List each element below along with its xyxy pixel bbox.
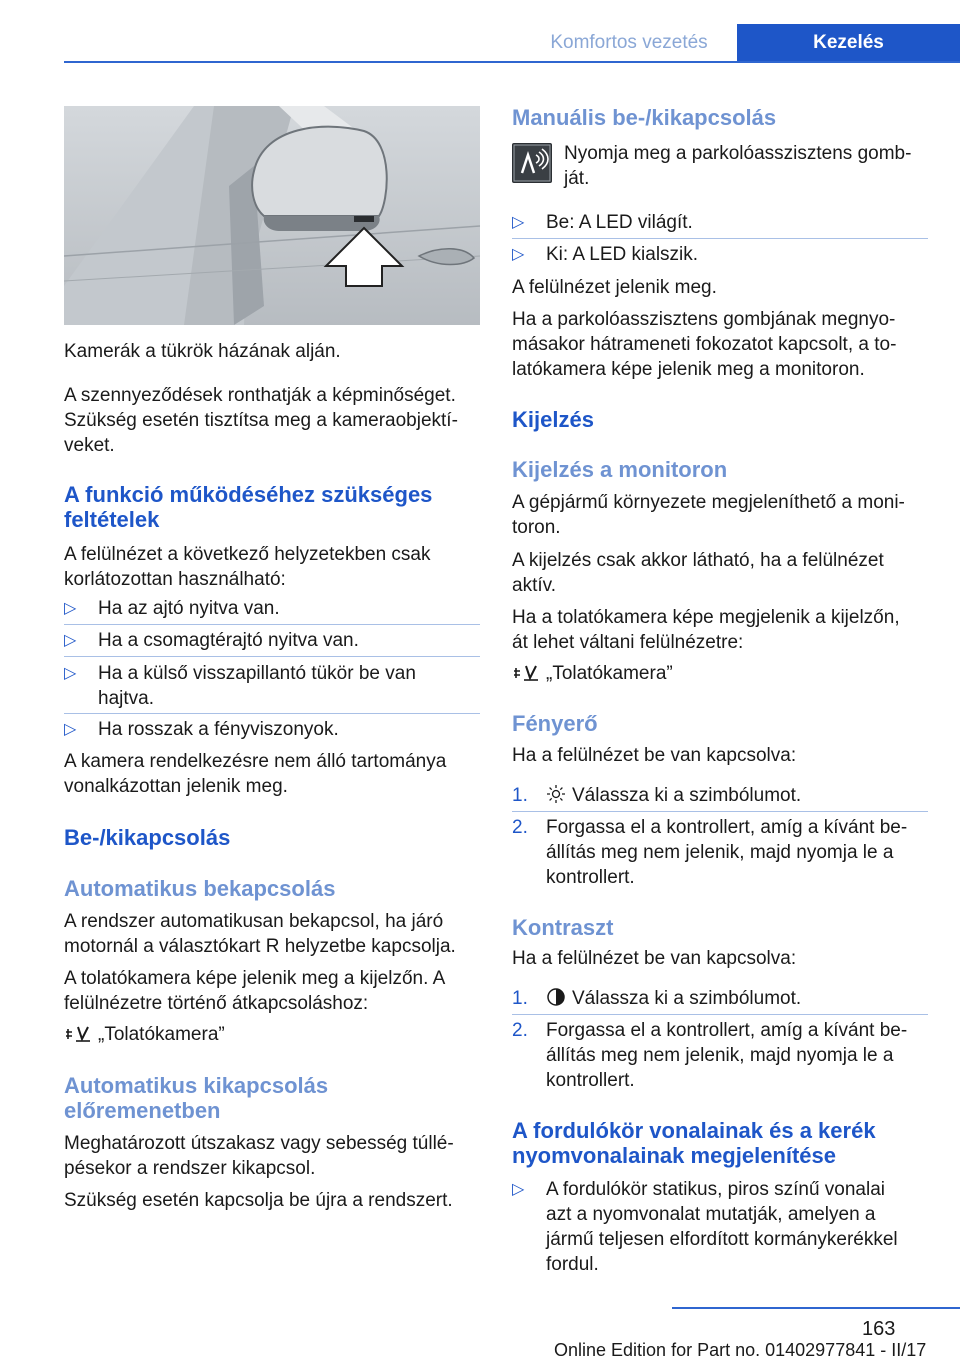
heading-manual: Manuális be-/kikapcsolás <box>512 105 777 130</box>
triangle-bullet-icon: ▷ <box>512 1181 525 1198</box>
menu-item-reverse-camera: „Tolatókamera” <box>512 661 540 686</box>
paragraph-dirt-line1: A szennyeződések ronthatják a képminőséget. <box>64 385 456 406</box>
heading-auto-on: Automatikus bekapcsolás <box>64 876 336 901</box>
paragraph-vis-line2: aktív. <box>512 575 556 596</box>
edition-label: Online Edition for Part no. 01402977841 - II/17 <box>554 1340 927 1360</box>
paragraph-off-line1: Meghatározott útszakasz vagy sebesség túllé- <box>64 1133 454 1154</box>
park-assist-button-icon <box>512 143 552 183</box>
paragraph-cam-line1: A kamera rendelkezésre nem álló tartománya <box>64 751 447 772</box>
paragraph-brightness: Ha a felülnézet be van kapcsolva: <box>512 745 797 766</box>
header-rule <box>64 61 960 63</box>
paragraph-dirt-line3: veket. <box>64 435 115 456</box>
contrast-icon <box>546 987 566 1007</box>
list-item: 2. Forgassa el a kontrollert, amíg a kívánt be- állítás meg nem jelenik, majd nyomja le a kontrollert. <box>512 1020 908 1091</box>
divider <box>64 656 480 657</box>
page-header <box>0 0 960 62</box>
paragraph-off2: Szükség esetén kapcsolja be újra a rendszert. <box>64 1190 453 1211</box>
divider <box>64 713 480 714</box>
triangle-bullet-icon: ▷ <box>512 214 525 231</box>
reverse-camera-icon <box>64 1024 92 1046</box>
triangle-bullet-icon: ▷ <box>64 600 77 617</box>
page-number: 163 <box>862 1318 896 1340</box>
header-chapter-label: Kezelés <box>737 24 960 62</box>
paragraph-mon-line1: A gépjármű környezete megjeleníthető a moni- <box>512 492 905 513</box>
heading-display: Kijelzés <box>512 407 594 432</box>
paragraph-auto-line1: A rendszer automatikusan bekapcsol, ha járó <box>64 911 444 932</box>
divider <box>512 1014 928 1015</box>
list-item: ▷ Ha rosszak a fényviszonyok. <box>64 719 339 740</box>
paragraph-mon-line2: toron. <box>512 517 561 538</box>
list-item: ▷ A fordulókör statikus, piros színű vonalai azt a nyomvonalat mutatják, amelyen a jármű teljesen elfordított kormánykerékkel fordul. <box>512 1179 898 1275</box>
heading-monitor: Kijelzés a monitoron <box>512 457 728 482</box>
paragraph-auto2-line2: felülnézetre történő átkapcsoláshoz: <box>64 993 369 1014</box>
footer-rule <box>672 1307 960 1309</box>
list-item: ▷ Be: A LED világít. <box>512 212 693 233</box>
heading-brightness: Fényerő <box>512 711 598 736</box>
paragraph-top-view: A felülnézet jelenik meg. <box>512 277 717 298</box>
heading-turn-line1: A fordulókör vonalainak és a kerék <box>512 1118 876 1143</box>
paragraph-auto2-line1: A tolatókamera képe jelenik meg a kijelzőn. A <box>64 968 446 989</box>
paragraph-cam-line2: vonalkázottan jelenik meg. <box>64 776 288 797</box>
heading-turn-line2: nyomvonalainak megjelenítése <box>512 1143 837 1168</box>
heading-requirements-line2: feltételek <box>64 507 160 532</box>
header-section-label: Komfortos vezetés <box>525 24 733 62</box>
paragraph-auto-line2: motornál a választókart R helyzetbe kapcsolja. <box>64 936 456 957</box>
paragraph-sw-line1: Ha a tolatókamera képe megjelenik a kijelzőn, <box>512 607 900 628</box>
heading-auto-off-line1: Automatikus kikapcsolás <box>64 1073 329 1098</box>
triangle-bullet-icon: ▷ <box>64 632 77 649</box>
brightness-icon <box>546 784 566 804</box>
paragraph-rev-line2: másakor hátrameneti fokozatot kapcsolt, a to- <box>512 334 897 355</box>
list-item: ▷ Ha a külső visszapillantó tükör be van hajtva. <box>64 663 416 709</box>
triangle-bullet-icon: ▷ <box>64 665 77 682</box>
mirror-camera-figure <box>64 106 480 325</box>
paragraph-manual-line1: Nyomja meg a parkolóasszisztens gomb- <box>564 143 912 164</box>
heading-auto-off-line2: előremenetben <box>64 1098 221 1123</box>
heading-requirements-line1: A funkció működéséhez szükséges <box>64 482 433 507</box>
list-item: 1. Válassza ki a szimbólumot. <box>512 785 802 806</box>
heading-contrast: Kontraszt <box>512 915 614 940</box>
paragraph-req-line2: korlátozottan használható: <box>64 569 286 590</box>
menu-item-reverse-camera: „Tolatókamera” <box>64 1022 92 1047</box>
paragraph-rev-line1: Ha a parkolóasszisztens gombjának megnyo- <box>512 309 896 330</box>
divider <box>512 238 928 239</box>
heading-onoff: Be-/kikapcsolás <box>64 825 231 850</box>
list-item: ▷ Ha az ajtó nyitva van. <box>64 598 280 619</box>
paragraph-off-line2: pésekor a rendszer kikapcsol. <box>64 1158 316 1179</box>
triangle-bullet-icon: ▷ <box>64 721 77 738</box>
divider <box>64 624 480 625</box>
mirror-camera-illustration <box>64 106 480 325</box>
paragraph-contrast: Ha a felülnézet be van kapcsolva: <box>512 948 797 969</box>
paragraph-sw-line2: át lehet váltani felülnézetre: <box>512 632 744 653</box>
figure-caption: Kamerák a tükrök házának alján. <box>64 341 341 362</box>
list-item: ▷ Ha a csomagtérajtó nyitva van. <box>64 630 359 651</box>
paragraph-req-line1: A felülnézet a következő helyzetekben csak <box>64 544 431 565</box>
list-item: ▷ Ki: A LED kialszik. <box>512 244 699 265</box>
list-item: 1. Válassza ki a szimbólumot. <box>512 988 802 1009</box>
paragraph-rev-line3: latókamera képe jelenik meg a monitoron. <box>512 359 865 380</box>
paragraph-dirt-line2: Szükség esetén tisztítsa meg a kameraobjektí- <box>64 410 458 431</box>
paragraph-vis-line1: A kijelzés csak akkor látható, ha a felülnézet <box>512 550 884 571</box>
triangle-bullet-icon: ▷ <box>512 246 525 263</box>
divider <box>512 811 928 812</box>
list-item: 2. Forgassa el a kontrollert, amíg a kívánt be- állítás meg nem jelenik, majd nyomja le a kontrollert. <box>512 817 908 888</box>
reverse-camera-icon <box>512 663 540 685</box>
paragraph-manual-line2: ját. <box>564 168 590 189</box>
